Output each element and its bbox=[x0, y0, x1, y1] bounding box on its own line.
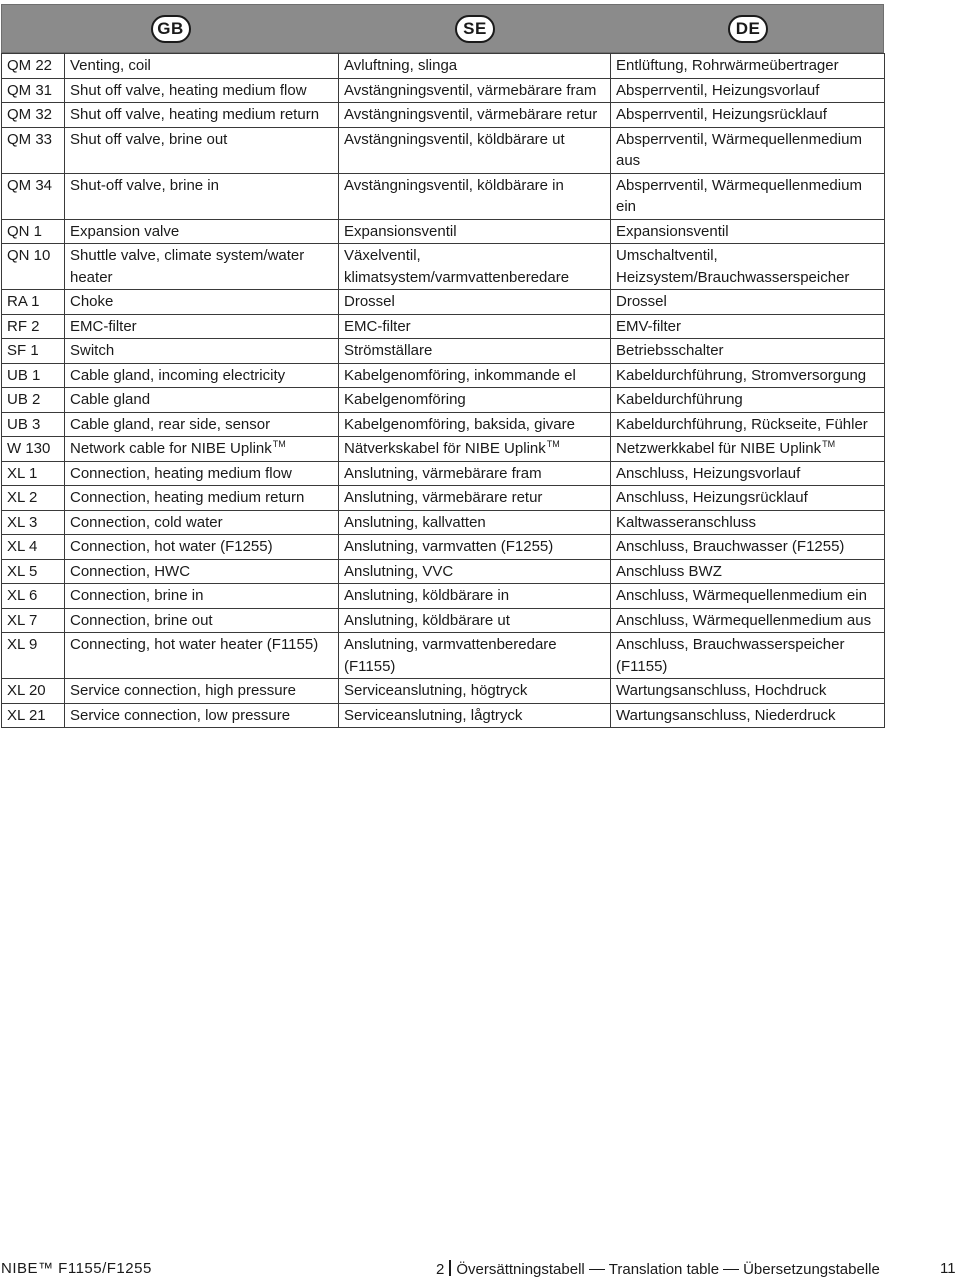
trademark-mark: TM bbox=[546, 439, 560, 449]
se-cell bbox=[339, 559, 611, 584]
code-cell-text: QN 10 bbox=[7, 247, 51, 264]
se-cell-text: Avstängningsventil, värmebärare fram bbox=[344, 81, 597, 99]
gb-cell bbox=[65, 290, 339, 315]
de-cell-text: Anschluss, Brauchwasserspeicher (F1155) bbox=[616, 636, 845, 675]
se-cell bbox=[339, 461, 611, 486]
de-cell bbox=[611, 54, 885, 79]
se-cell-text: Nätverkskabel för NIBE Uplink bbox=[344, 440, 546, 457]
code-cell bbox=[2, 388, 65, 413]
se-cell-text: Kabelgenomföring, baksida, givare bbox=[344, 415, 575, 433]
de-cell bbox=[611, 412, 885, 437]
se-cell bbox=[339, 679, 611, 704]
de-cell bbox=[611, 437, 885, 462]
gb-cell bbox=[65, 363, 339, 388]
gb-cell bbox=[65, 173, 339, 219]
table-row bbox=[2, 437, 885, 462]
se-cell-text: Avstängningsventil, köldbärare ut bbox=[344, 130, 565, 148]
table-row bbox=[2, 363, 885, 388]
gb-cell-text: Service connection, low pressure bbox=[70, 706, 291, 724]
de-cell-text: Anschluss, Wärmequellenmedium ein bbox=[616, 587, 867, 604]
code-cell-text: XL 4 bbox=[7, 538, 38, 555]
table-row bbox=[2, 486, 885, 511]
gb-cell-text: Connection, HWC bbox=[70, 562, 191, 580]
se-cell bbox=[339, 584, 611, 609]
se-cell-text: Anslutning, varmvattenberedare (F1155) bbox=[344, 636, 557, 675]
gb-cell bbox=[65, 535, 339, 560]
de-cell bbox=[611, 633, 885, 679]
code-cell bbox=[2, 363, 65, 388]
gb-cell-text: Choke bbox=[70, 293, 114, 310]
se-cell bbox=[339, 290, 611, 315]
code-cell bbox=[2, 486, 65, 511]
table-row bbox=[2, 339, 885, 364]
de-cell-text: Anschluss, Brauchwasser (F1255) bbox=[616, 538, 845, 555]
table-row bbox=[2, 388, 885, 413]
gb-cell-text: Connection, hot water (F1255) bbox=[70, 538, 273, 555]
gb-cell bbox=[65, 486, 339, 511]
code-cell-text: QM 32 bbox=[7, 106, 53, 123]
table-row bbox=[2, 103, 885, 128]
de-cell-text: Absperrventil, Wärmequellenmedium aus bbox=[616, 130, 862, 169]
se-cell-text: Anslutning, köldbärare ut bbox=[344, 611, 510, 629]
se-cell bbox=[339, 510, 611, 535]
code-cell-text: XL 9 bbox=[7, 636, 38, 653]
language-badge-gb: GB bbox=[151, 15, 191, 43]
se-cell-text: Anslutning, VVC bbox=[344, 562, 454, 580]
code-cell-text: RA 1 bbox=[7, 293, 40, 310]
translation-rows bbox=[1, 53, 885, 728]
gb-cell-text: Connection, cold water bbox=[70, 513, 223, 531]
table-row bbox=[2, 54, 885, 79]
de-cell-text: Absperrventil, Heizungsvorlauf bbox=[616, 81, 820, 99]
footer-dash bbox=[589, 1269, 605, 1270]
gb-cell-text: EMC-filter bbox=[70, 317, 137, 335]
code-cell-text: QM 34 bbox=[7, 176, 53, 194]
de-cell-text: Kabeldurchführung bbox=[616, 391, 743, 408]
footer-dash bbox=[723, 1269, 739, 1270]
de-cell bbox=[611, 559, 885, 584]
gb-cell-text: Connecting, hot water heater (F1155) bbox=[70, 636, 319, 653]
gb-cell bbox=[65, 339, 339, 364]
de-cell bbox=[611, 703, 885, 728]
table-row bbox=[2, 584, 885, 609]
de-cell-text: Wartungsanschluss, Niederdruck bbox=[616, 706, 836, 724]
code-cell bbox=[2, 584, 65, 609]
code-cell-text: XL 6 bbox=[7, 587, 38, 604]
se-cell-text: Anslutning, varmvatten (F1255) bbox=[344, 538, 554, 555]
de-cell bbox=[611, 339, 885, 364]
code-cell-text: RF 2 bbox=[7, 317, 40, 335]
gb-cell bbox=[65, 78, 339, 103]
se-cell bbox=[339, 103, 611, 128]
de-cell bbox=[611, 388, 885, 413]
se-cell bbox=[339, 486, 611, 511]
table-row bbox=[2, 173, 885, 219]
de-cell-text: Drossel bbox=[616, 293, 667, 310]
gb-cell-text: Cable gland, incoming electricity bbox=[70, 366, 286, 384]
code-cell bbox=[2, 103, 65, 128]
gb-cell bbox=[65, 244, 339, 290]
de-cell bbox=[611, 535, 885, 560]
gb-cell-text: Connection, brine in bbox=[70, 587, 204, 604]
se-cell-text: Växelventil, klimatsystem/varmvattenberedare bbox=[344, 247, 570, 286]
gb-cell-text: Connection, heating medium flow bbox=[70, 464, 292, 482]
se-cell-text: Anslutning, kallvatten bbox=[344, 513, 486, 531]
table-row bbox=[2, 219, 885, 244]
gb-cell-text: Shut off valve, heating medium flow bbox=[70, 81, 307, 99]
language-header-se bbox=[339, 5, 611, 52]
code-cell-text: UB 3 bbox=[7, 415, 41, 433]
se-cell bbox=[339, 388, 611, 413]
gb-cell-text: Cable gland bbox=[70, 391, 151, 408]
de-cell-text: Expansionsventil bbox=[616, 222, 729, 240]
se-cell-text: Kabelgenomföring bbox=[344, 391, 466, 408]
code-cell-text: W 130 bbox=[7, 440, 51, 457]
code-cell bbox=[2, 244, 65, 290]
se-cell-text: Anslutning, köldbärare in bbox=[344, 587, 510, 604]
gb-cell bbox=[65, 584, 339, 609]
se-cell-text: Avluftning, slinga bbox=[344, 57, 458, 74]
gb-cell-text: Shut off valve, heating medium return bbox=[70, 106, 320, 123]
gb-cell bbox=[65, 412, 339, 437]
table-row bbox=[2, 703, 885, 728]
se-cell bbox=[339, 314, 611, 339]
de-cell-text: Kabeldurchführung, Stromversorgung bbox=[616, 366, 867, 384]
de-cell-text: Wartungsanschluss, Hochdruck bbox=[616, 682, 827, 699]
de-cell bbox=[611, 608, 885, 633]
table-row bbox=[2, 679, 885, 704]
trademark-mark: TM bbox=[272, 439, 286, 449]
language-header-de bbox=[611, 5, 885, 52]
se-cell bbox=[339, 633, 611, 679]
table-row bbox=[2, 412, 885, 437]
se-cell bbox=[339, 363, 611, 388]
code-cell bbox=[2, 290, 65, 315]
gb-cell bbox=[65, 633, 339, 679]
se-cell bbox=[339, 54, 611, 79]
page-number: 11 bbox=[940, 1260, 956, 1277]
se-cell bbox=[339, 219, 611, 244]
gb-cell bbox=[65, 608, 339, 633]
de-cell bbox=[611, 486, 885, 511]
table-row bbox=[2, 510, 885, 535]
se-cell-text: Anslutning, värmebärare retur bbox=[344, 489, 543, 506]
code-cell bbox=[2, 339, 65, 364]
gb-cell-text: Venting, coil bbox=[70, 57, 151, 74]
de-cell-text: Anschluss, Heizungsvorlauf bbox=[616, 464, 801, 482]
de-cell-text: Netzwerkkabel für NIBE Uplink bbox=[616, 440, 822, 457]
code-cell-text: QM 33 bbox=[7, 130, 53, 148]
code-cell bbox=[2, 412, 65, 437]
gb-cell bbox=[65, 219, 339, 244]
gb-cell bbox=[65, 127, 339, 173]
table-row bbox=[2, 244, 885, 290]
language-badge-de: DE bbox=[728, 15, 768, 43]
se-cell bbox=[339, 608, 611, 633]
gb-cell bbox=[65, 510, 339, 535]
code-cell bbox=[2, 78, 65, 103]
se-cell-text: Avstängningsventil, köldbärare in bbox=[344, 176, 564, 194]
gb-cell-text: Cable gland, rear side, sensor bbox=[70, 415, 271, 433]
de-cell bbox=[611, 314, 885, 339]
gb-cell-text: Shuttle valve, climate system/water heater bbox=[70, 247, 305, 286]
gb-cell bbox=[65, 679, 339, 704]
se-cell-text: Serviceanslutning, högtryck bbox=[344, 682, 528, 699]
se-cell bbox=[339, 437, 611, 462]
footer-separator bbox=[449, 1260, 451, 1276]
de-cell-text: Anschluss, Heizungsrücklauf bbox=[616, 489, 808, 506]
code-cell bbox=[2, 608, 65, 633]
gb-cell-text: Connection, brine out bbox=[70, 611, 213, 629]
footer-brand: NIBE™ F1155/F1255 bbox=[1, 1260, 152, 1277]
code-cell-text: QM 22 bbox=[7, 57, 53, 74]
language-badge-se: SE bbox=[455, 15, 495, 43]
code-cell bbox=[2, 703, 65, 728]
gb-cell bbox=[65, 54, 339, 79]
de-cell bbox=[611, 679, 885, 704]
se-cell-text: Anslutning, värmebärare fram bbox=[344, 464, 542, 482]
gb-cell bbox=[65, 461, 339, 486]
de-cell-text: Anschluss BWZ bbox=[616, 562, 722, 580]
gb-cell bbox=[65, 437, 339, 462]
code-cell-text: XL 1 bbox=[7, 464, 38, 482]
gb-cell bbox=[65, 559, 339, 584]
code-cell bbox=[2, 679, 65, 704]
footer-section-gb: Translation table bbox=[608, 1261, 720, 1278]
trademark-mark: TM bbox=[822, 439, 836, 449]
se-cell-text: Strömställare bbox=[344, 342, 433, 359]
translation-table bbox=[1, 4, 884, 728]
gb-cell-text: Connection, heating medium return bbox=[70, 489, 305, 506]
de-cell bbox=[611, 78, 885, 103]
table-row bbox=[2, 290, 885, 315]
se-cell bbox=[339, 127, 611, 173]
table-row bbox=[2, 633, 885, 679]
code-cell-text: QN 1 bbox=[7, 222, 43, 240]
se-cell bbox=[339, 339, 611, 364]
code-cell bbox=[2, 510, 65, 535]
se-cell-text: Expansionsventil bbox=[344, 222, 457, 240]
code-cell-text: XL 20 bbox=[7, 682, 46, 699]
de-cell-text: Kabeldurchführung, Rückseite, Fühler bbox=[616, 415, 868, 433]
de-cell bbox=[611, 173, 885, 219]
gb-cell-text: Expansion valve bbox=[70, 222, 180, 240]
gb-cell-text: Service connection, high pressure bbox=[70, 682, 296, 699]
de-cell bbox=[611, 510, 885, 535]
de-cell bbox=[611, 584, 885, 609]
de-cell-text: Anschluss, Wärmequellenmedium aus bbox=[616, 611, 872, 629]
de-cell-text: Absperrventil, Wärmequellenmedium ein bbox=[616, 176, 862, 215]
code-cell bbox=[2, 461, 65, 486]
de-cell bbox=[611, 219, 885, 244]
se-cell-text: Serviceanslutning, lågtryck bbox=[344, 706, 523, 724]
se-cell bbox=[339, 244, 611, 290]
gb-cell bbox=[65, 703, 339, 728]
code-cell bbox=[2, 437, 65, 462]
table-row bbox=[2, 78, 885, 103]
de-cell bbox=[611, 461, 885, 486]
de-cell bbox=[611, 103, 885, 128]
gb-cell-text: Switch bbox=[70, 342, 115, 359]
de-cell bbox=[611, 127, 885, 173]
de-cell-text: Betriebsschalter bbox=[616, 342, 724, 359]
code-cell bbox=[2, 219, 65, 244]
language-header bbox=[1, 4, 884, 53]
code-cell bbox=[2, 559, 65, 584]
code-cell bbox=[2, 54, 65, 79]
code-cell bbox=[2, 314, 65, 339]
code-cell-text: XL 7 bbox=[7, 611, 38, 629]
code-cell bbox=[2, 173, 65, 219]
gb-cell-text: Shut-off valve, brine in bbox=[70, 176, 219, 194]
table-row bbox=[2, 608, 885, 633]
de-cell bbox=[611, 244, 885, 290]
table-row bbox=[2, 535, 885, 560]
gb-cell-text: Shut off valve, brine out bbox=[70, 130, 228, 148]
code-cell-text: XL 2 bbox=[7, 489, 38, 506]
code-cell-text: UB 2 bbox=[7, 391, 41, 408]
table-row bbox=[2, 314, 885, 339]
de-cell-text: Umschaltventil, Heizsystem/Brauchwasserspeicher bbox=[616, 247, 850, 286]
code-cell bbox=[2, 127, 65, 173]
se-cell bbox=[339, 173, 611, 219]
page-footer bbox=[0, 1260, 960, 1282]
de-cell-text: Absperrventil, Heizungsrücklauf bbox=[616, 106, 827, 123]
gb-cell bbox=[65, 103, 339, 128]
code-cell-text: UB 1 bbox=[7, 366, 41, 384]
se-cell-text: Avstängningsventil, värmebärare retur bbox=[344, 106, 598, 123]
table-row bbox=[2, 127, 885, 173]
se-cell bbox=[339, 535, 611, 560]
footer-section-de: Übersetzungstabelle bbox=[743, 1261, 880, 1278]
se-cell-text: EMC-filter bbox=[344, 317, 411, 335]
language-header-gb bbox=[2, 5, 339, 52]
de-cell-text: EMV-filter bbox=[616, 317, 682, 335]
code-cell-text: XL 21 bbox=[7, 706, 46, 724]
code-cell-text: XL 3 bbox=[7, 513, 38, 531]
de-cell bbox=[611, 290, 885, 315]
code-cell bbox=[2, 633, 65, 679]
se-cell bbox=[339, 78, 611, 103]
code-cell-text: QM 31 bbox=[7, 81, 53, 99]
gb-cell bbox=[65, 314, 339, 339]
footer-section-se: Översättningstabell bbox=[456, 1261, 585, 1278]
code-cell-text: SF 1 bbox=[7, 342, 39, 359]
gb-cell bbox=[65, 388, 339, 413]
table-row bbox=[2, 461, 885, 486]
se-cell-text: Kabelgenomföring, inkommande el bbox=[344, 366, 576, 384]
footer-section bbox=[436, 1260, 880, 1278]
de-cell-text: Kaltwasseranschluss bbox=[616, 513, 757, 531]
se-cell bbox=[339, 412, 611, 437]
code-cell-text: XL 5 bbox=[7, 562, 38, 580]
footer-section-number: 2 bbox=[436, 1261, 445, 1278]
se-cell bbox=[339, 703, 611, 728]
gb-cell-text: Network cable for NIBE Uplink bbox=[70, 440, 272, 457]
de-cell bbox=[611, 363, 885, 388]
code-cell bbox=[2, 535, 65, 560]
table-row bbox=[2, 559, 885, 584]
de-cell-text: Entlüftung, Rohrwärmeübertrager bbox=[616, 57, 839, 74]
se-cell-text: Drossel bbox=[344, 293, 395, 310]
